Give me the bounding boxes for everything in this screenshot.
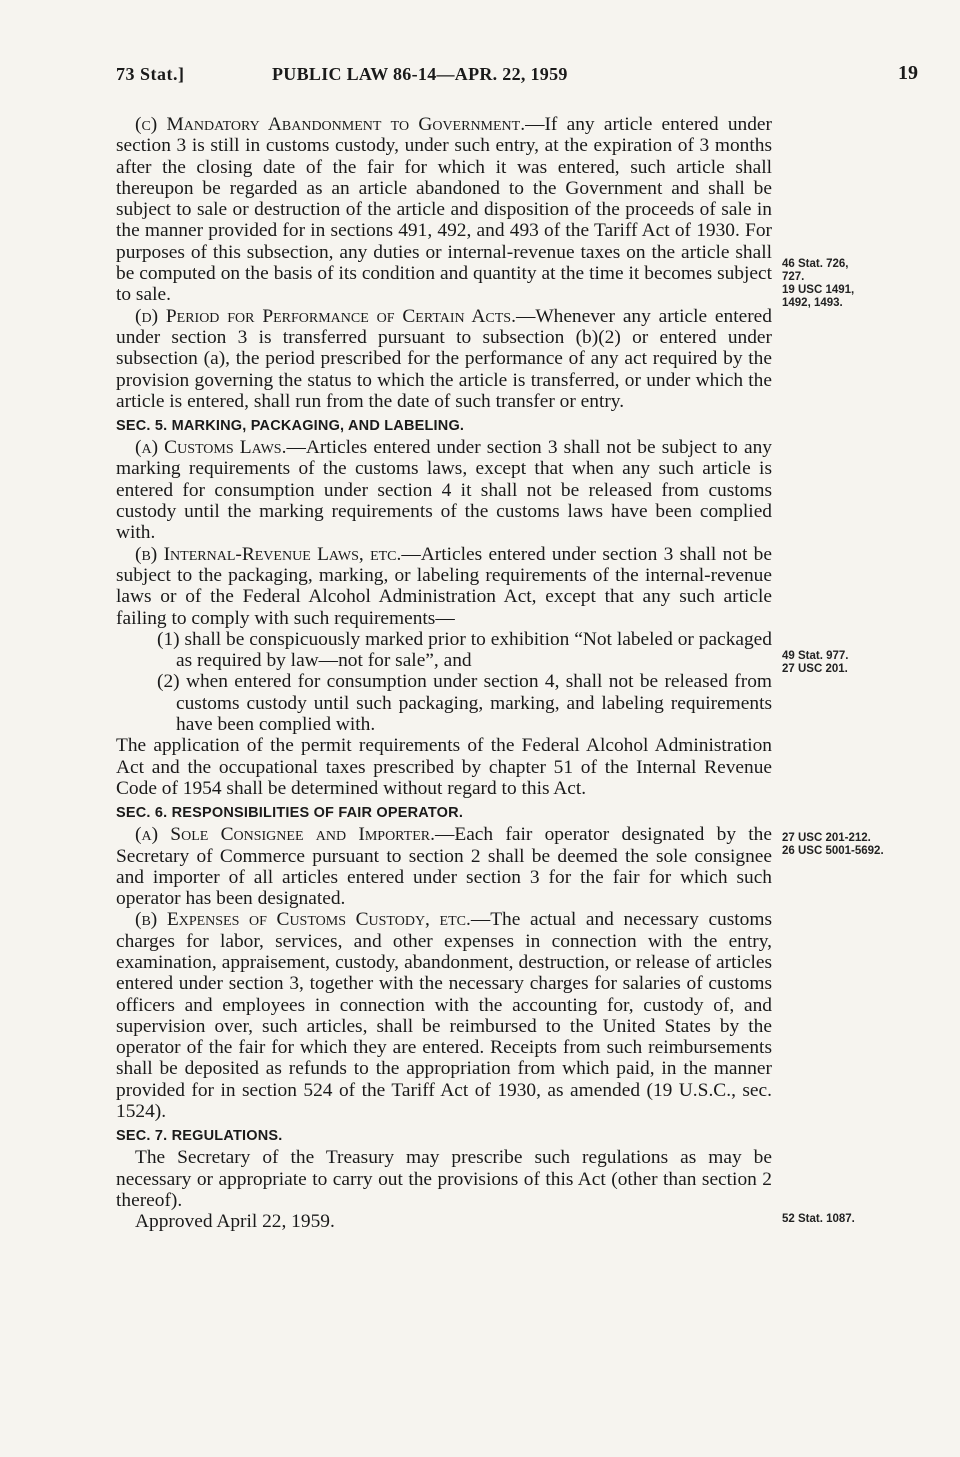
margin-note-line: 49 Stat. 977. bbox=[782, 650, 849, 662]
paragraph-5b bbox=[116, 544, 772, 629]
paragraph-5a bbox=[116, 437, 772, 543]
margin-note-tariff-act bbox=[782, 258, 932, 310]
subsection-text: —Whenever any article entered under section 3 is transferred pursuant to subsection (b)(2) or entered under subsection (a), the period prescribed for the performance of any act required by the provision governing the status to which the article is transferred, or under which the article is entered, shall run from the date of such transfer or entry. bbox=[116, 305, 772, 412]
approval-date: Approved April 22, 1959. bbox=[135, 1211, 335, 1233]
section-heading-7: SEC. 7. REGULATIONS. bbox=[116, 1128, 283, 1145]
subsection-heading: (a) Sole Consignee and Importer. bbox=[135, 824, 435, 846]
subsection-heading: (c) Mandatory Abandonment to Government. bbox=[135, 114, 526, 135]
paragraph-d bbox=[116, 306, 772, 412]
section-heading-6: SEC. 6. RESPONSIBILITIES OF FAIR OPERATOR. bbox=[116, 805, 464, 822]
margin-note-line: 19 USC 1491, bbox=[782, 284, 855, 296]
paragraph-5b-closing: The application of the permit requirements of the Federal Alcohol Administration Act and the occupational taxes prescribed by chapter 51 of the Internal Revenue Code of 1954 shall be determined without regard to this Act. bbox=[116, 735, 772, 799]
subsection-heading: (a) Customs Laws. bbox=[135, 437, 287, 459]
subsection-text: —If any article entered under section 3 is still in customs custody, under such entry, at the expiration of 3 months after the closing date of the fair for which it was entered, such article shall thereupon be regarded as an article abandoned to the Government and shall be subject to sale or destruction of the article and disposition of the proceeds of sale in the manner provided for in sections 491, 492, and 493 of the Tariff Act of 1930. For purposes of this subsection, any duties or internal-revenue taxes on the article shall be computed on the basis of its condition and quantity at the time it becomes subject to sale. bbox=[116, 114, 772, 306]
clause-2: (2) when entered for consumption under section 4, shall not be released from customs custody until such packaging, marking, and labeling requirements have been complied with. bbox=[157, 671, 772, 736]
running-title: PUBLIC LAW 86-14—APR. 22, 1959 bbox=[272, 64, 568, 84]
paragraph-6b bbox=[116, 909, 772, 1122]
margin-note-line: 727. bbox=[782, 271, 805, 283]
volume-reference: 73 Stat.] bbox=[116, 64, 185, 84]
subsection-heading: (d) Period for Performance of Certain Acts. bbox=[135, 305, 516, 327]
margin-note-line: 52 Stat. 1087. bbox=[782, 1213, 855, 1225]
paragraph-c bbox=[116, 114, 772, 306]
margin-note-line: 1492, 1493. bbox=[782, 297, 843, 309]
subsection-heading: (b) Internal-Revenue Laws, etc. bbox=[135, 543, 402, 565]
margin-note-usc bbox=[782, 832, 932, 858]
paragraph-7: The Secretary of the Treasury may prescribe such regulations as may be necessary or appropriate to carry out the provisions of this Act (other than section 2 thereof). bbox=[116, 1147, 772, 1211]
margin-note-line: 46 Stat. 726, bbox=[782, 258, 849, 270]
subsection-heading: (b) Expenses of Customs Custody, etc. bbox=[135, 909, 471, 931]
subsection-text: —Articles entered under section 3 shall not be subject to any marking requirements of the customs laws, except that when any such article is entered for consumption under section 4 it shall not be released from customs custody until the marking requirements of the customs laws have been complied with. bbox=[116, 437, 772, 544]
margin-note-line: 27 USC 201-212. bbox=[782, 832, 871, 844]
margin-note-line: 27 USC 201. bbox=[782, 663, 848, 675]
page-header bbox=[116, 60, 918, 90]
subsection-text: —Each fair operator designated by the Secretary of Commerce pursuant to section 2 shall be deemed the sole consignee and importer of all articles entered under section 3 for the fair for which such operator has been designated. bbox=[116, 824, 772, 910]
page-number: 19 bbox=[898, 62, 918, 84]
section-heading-5: SEC. 5. MARKING, PACKAGING, AND LABELING. bbox=[116, 418, 465, 435]
margin-note-line: 26 USC 5001-5692. bbox=[782, 845, 884, 857]
clause-1: (1) shall be conspicuously marked prior to exhibition “Not labeled or packaged as required by law—not for sale”, and bbox=[157, 628, 772, 672]
body-text bbox=[116, 114, 772, 1233]
subsection-text: —Articles entered under section 3 shall not be subject to the packaging, marking, or labeling requirements of the internal-revenue laws or of the Federal Alcohol Administration Act, except that any such article failing to comply with such requirements— bbox=[116, 543, 772, 629]
margin-note-tariff-1930 bbox=[782, 1213, 932, 1226]
paragraph-6a bbox=[116, 824, 772, 909]
margin-note-alcohol-act bbox=[782, 650, 932, 676]
subsection-text: —The actual and necessary customs charges for labor, services, and other expenses in connection with the entry, examination, appraisement, custody, abandonment, destruction, or release of articles entered under section 3, together with the necessary charges for salaries of customs officers and employees in connection with the accounting for, custody of, and supervision over, such articles, shall be reimbursed to the United States by the operator of the fair for which they are entered. Receipts from such reimbursements shall be deposited as refunds to the appropriation from which paid, in the manner provided for in section 524 of the Tariff Act of 1930, as amended (19 U.S.C., sec. 1524). bbox=[116, 909, 773, 1123]
